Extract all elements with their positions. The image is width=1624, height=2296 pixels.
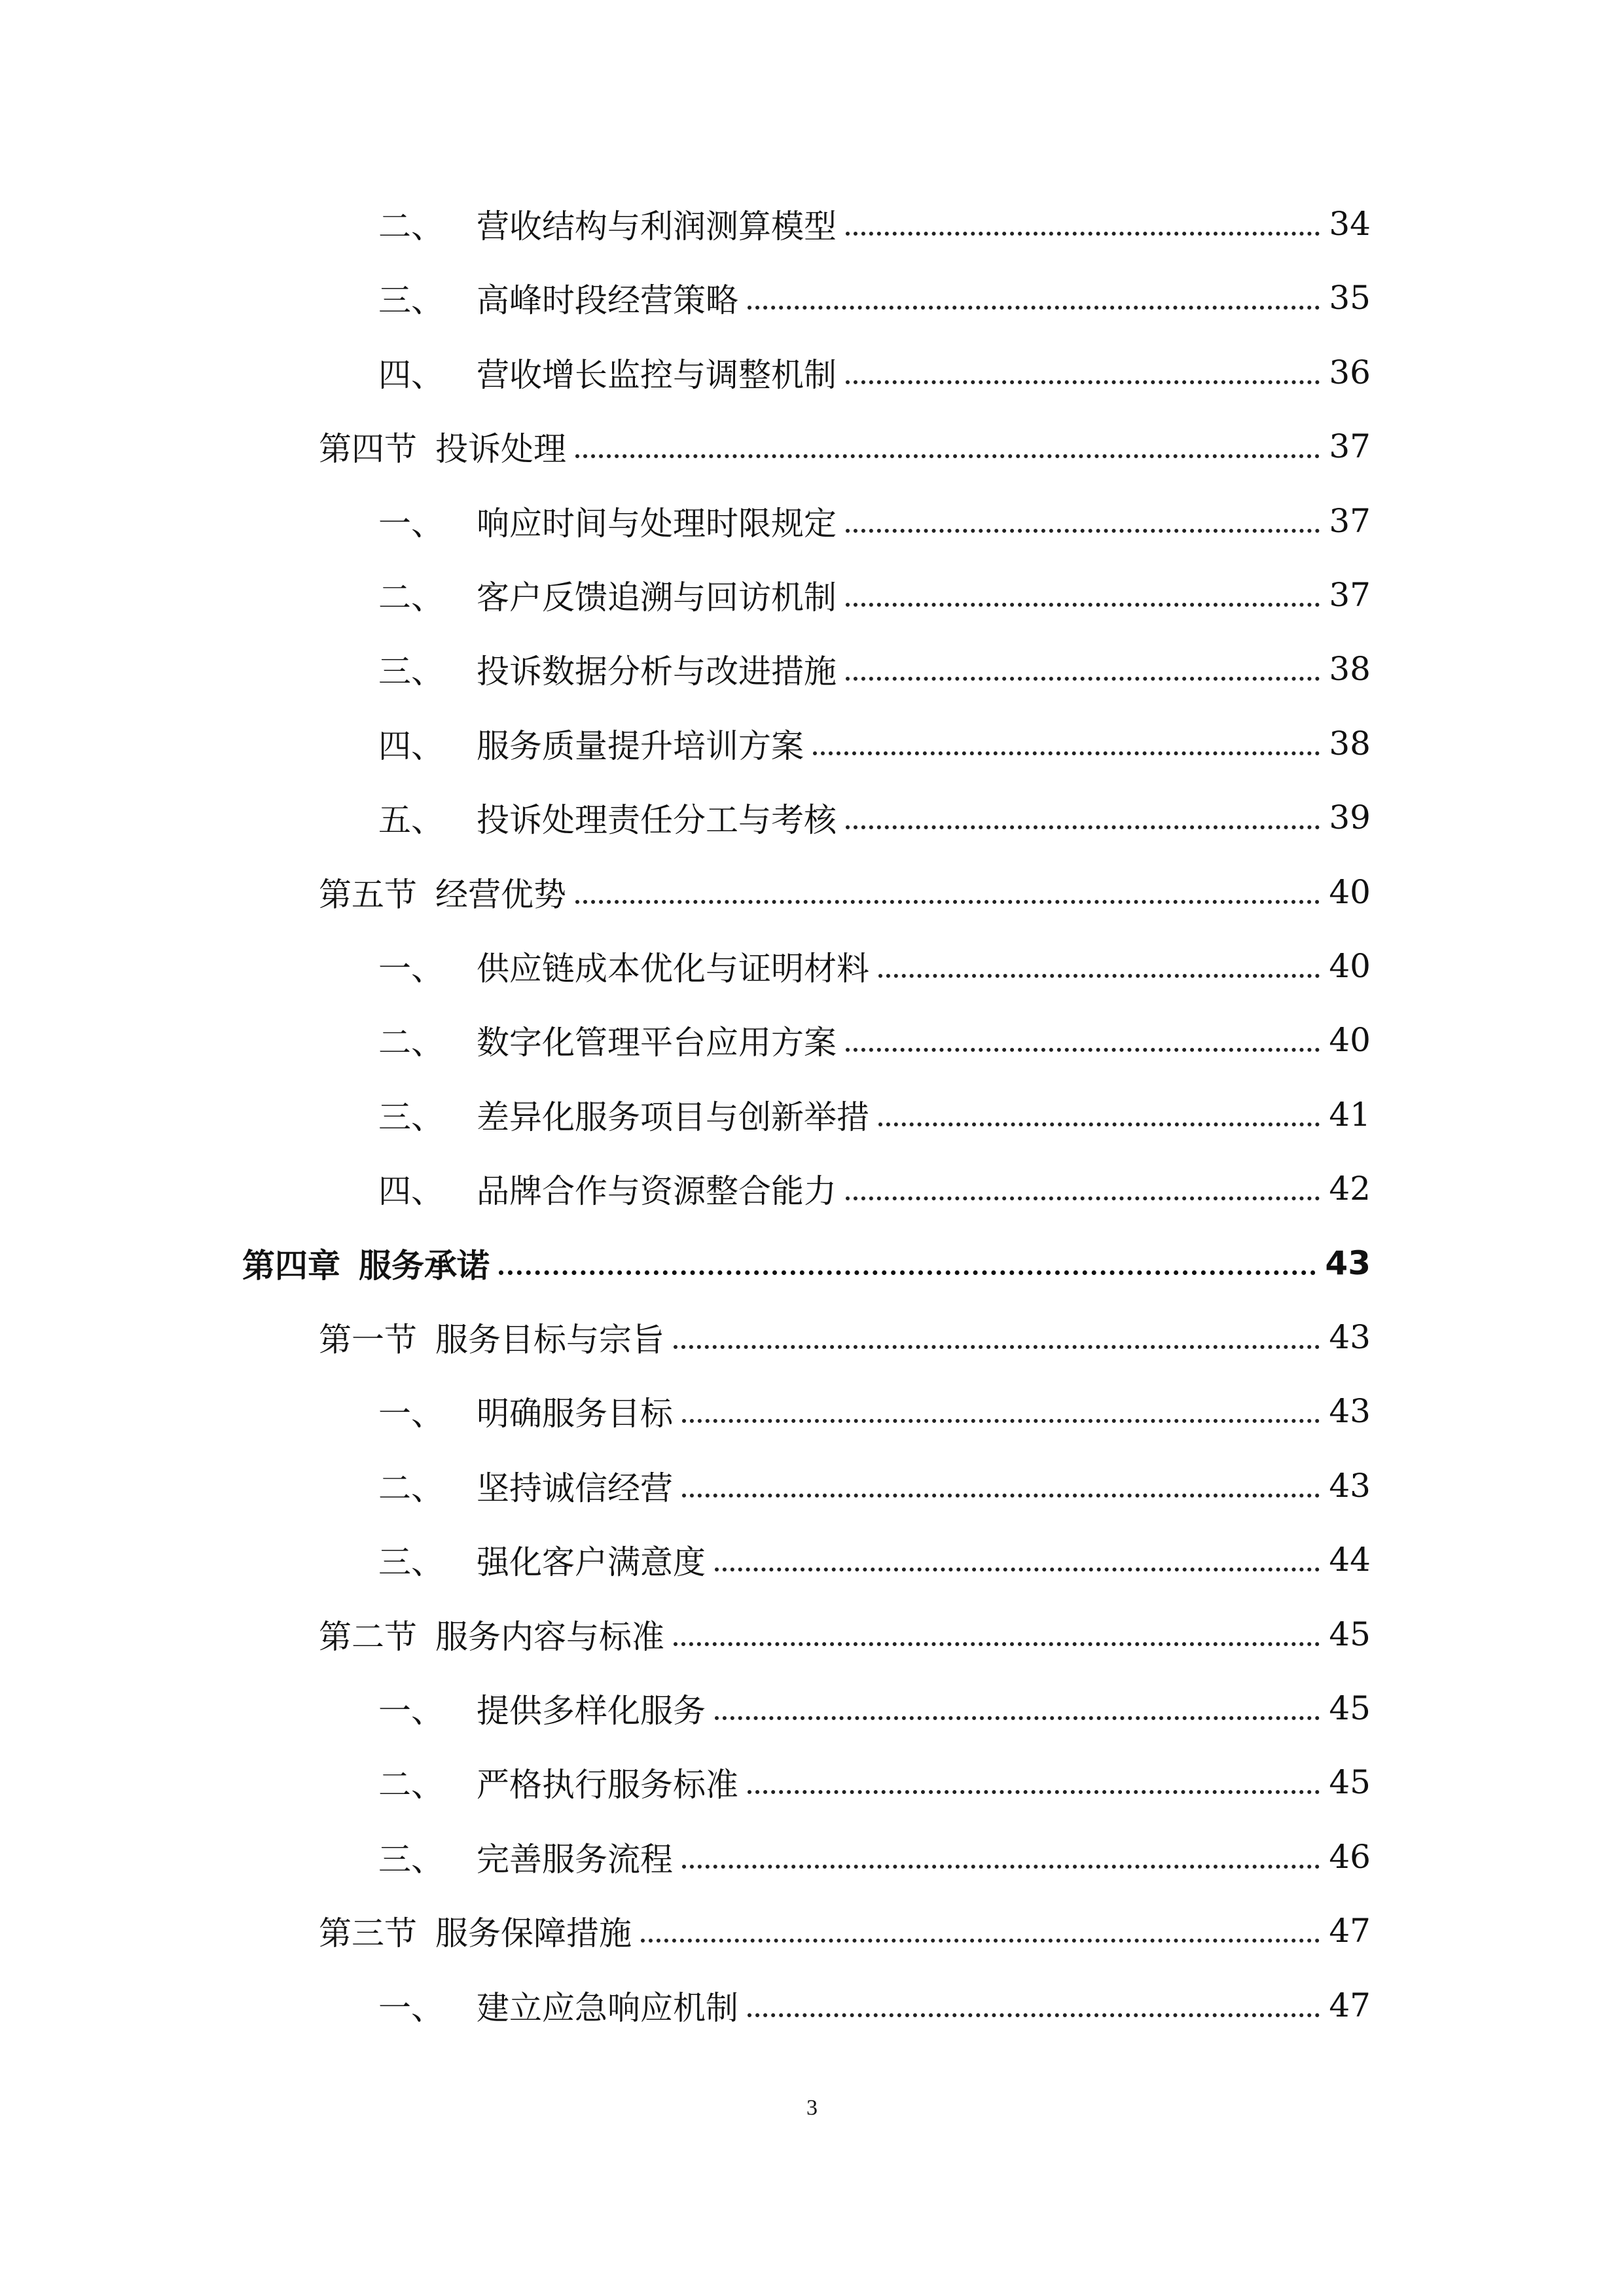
toc-entry-title: 强化客户满意度 [477,1543,706,1582]
toc-entry-title: 经营优势 [435,875,566,914]
toc-entry-page-number: 38 [1329,724,1371,762]
toc-entry-number: 三、 [378,653,444,691]
toc-entry-title: 营收结构与利润测算模型 [477,207,837,245]
toc-entry-title: 投诉数据分析与改进措施 [477,653,837,691]
toc-entry-number: 第四章 [242,1246,340,1285]
dot-leader [682,1386,1320,1423]
toc-entry-page-number: 42 [1329,1170,1371,1208]
toc-entry-title: 投诉处理 [435,430,566,469]
toc-entry-page-number: 37 [1329,501,1371,540]
toc-entry-page-number: 43 [1325,1244,1371,1282]
toc-entry[interactable] [378,1756,1371,1808]
toc-entry[interactable] [319,1905,1371,1957]
toc-entry-title: 数字化管理平台应用方案 [477,1024,837,1062]
toc-entry-title: 坚持诚信经营 [477,1469,673,1507]
toc-entry-page-number: 34 [1329,205,1371,243]
toc-entry-title: 响应时间与处理时限规定 [477,504,837,543]
dot-leader [575,422,1320,458]
toc-entry-number: 一、 [378,504,444,543]
dot-leader [846,793,1320,829]
toc-entry-page-number: 40 [1329,872,1371,911]
toc-entry-page-number: 43 [1329,1318,1371,1356]
toc-entry-number: 三、 [378,1840,444,1878]
toc-entry[interactable] [378,346,1371,399]
toc-entry[interactable] [378,569,1371,621]
toc-entry-number: 一、 [378,1395,444,1433]
dot-leader [846,644,1320,681]
dot-leader [878,1090,1320,1126]
toc-entry-page-number: 47 [1329,1912,1371,1950]
toc-entry-number: 第一节 [319,1321,417,1359]
dot-leader [878,941,1320,978]
toc-entry-page-number: 47 [1329,1986,1371,2024]
toc-entry[interactable] [319,866,1371,918]
dot-leader [846,199,1320,236]
toc-entry-title: 营收增长监控与调整机制 [477,355,837,394]
toc-entry-page-number: 41 [1329,1095,1371,1134]
toc-entry-page-number: 43 [1329,1466,1371,1505]
toc-entry-page-number: 44 [1329,1541,1371,1579]
toc-entry[interactable] [378,1014,1371,1066]
toc-entry[interactable] [378,1088,1371,1141]
toc-entry-number: 四、 [378,1172,444,1211]
toc-entry-page-number: 45 [1329,1763,1371,1802]
toc-entry-page-number: 37 [1329,427,1371,466]
toc-entry-number: 第三节 [319,1914,417,1953]
toc-entry-page-number: 38 [1329,650,1371,689]
dot-leader [674,1609,1320,1646]
toc-entry-number: 二、 [378,207,444,245]
toc-entry-number: 二、 [378,579,444,617]
toc-entry-page-number: 37 [1329,576,1371,614]
dot-leader [682,1461,1320,1498]
toc-entry-page-number: 45 [1329,1615,1371,1653]
dot-leader [499,1238,1316,1275]
toc-entry-title: 完善服务流程 [477,1840,673,1878]
dot-leader [813,719,1320,755]
toc-entry-number: 二、 [378,1766,444,1804]
toc-entry-page-number: 45 [1329,1689,1371,1727]
dot-leader [748,1757,1320,1794]
toc-entry-number: 一、 [378,1692,444,1730]
toc-entry-number: 第四节 [319,430,417,469]
toc-entry-page-number: 40 [1329,1021,1371,1060]
toc-entry-number: 一、 [378,950,444,988]
toc-entry-page-number: 35 [1329,279,1371,317]
toc-entry-number: 三、 [378,281,444,320]
toc-entry[interactable] [378,1460,1371,1512]
toc-entry[interactable] [378,198,1371,250]
toc-entry-title: 建立应急响应机制 [477,1988,738,2027]
toc-entry-title: 高峰时段经营策略 [477,281,738,320]
toc-entry-page-number: 43 [1329,1392,1371,1431]
toc-entry[interactable] [378,791,1371,844]
toc-entry[interactable] [378,272,1371,324]
toc-entry-page-number: 46 [1329,1837,1371,1876]
dot-leader [846,570,1320,607]
dot-leader [715,1683,1320,1720]
toc-entry[interactable] [319,1311,1371,1363]
dot-leader [846,1164,1320,1200]
toc-entry[interactable] [378,1682,1371,1734]
toc-entry[interactable] [378,1831,1371,1883]
toc-entry[interactable] [378,1979,1371,2032]
dot-leader [674,1312,1320,1349]
dot-leader [682,1832,1320,1869]
toc-entry-title: 提供多样化服务 [477,1692,706,1730]
toc-entry-title: 严格执行服务标准 [477,1766,738,1804]
toc-entry[interactable] [378,643,1371,695]
toc-entry[interactable] [319,420,1371,473]
toc-entry[interactable] [319,1608,1371,1660]
toc-entry-page-number: 40 [1329,947,1371,985]
dot-leader [846,496,1320,533]
dot-leader [846,1015,1320,1052]
dot-leader [575,867,1320,904]
toc-entry-title: 服务保障措施 [435,1914,632,1953]
dot-leader [748,273,1320,310]
toc-entry-number: 第二节 [319,1617,417,1656]
toc-entry[interactable] [378,1534,1371,1586]
toc-entry[interactable] [242,1237,1371,1289]
toc-entry-number: 四、 [378,355,444,394]
toc-entry-number: 三、 [378,1098,444,1136]
toc-entry-title: 服务质量提升培训方案 [477,726,804,765]
toc-entry[interactable] [378,940,1371,992]
dot-leader [715,1535,1320,1571]
toc-entry[interactable] [378,1162,1371,1215]
dot-leader [748,1981,1320,2017]
page-number: 3 [806,2096,818,2120]
toc-entry-number: 第五节 [319,875,417,914]
toc-entry-title: 品牌合作与资源整合能力 [477,1172,837,1211]
toc-entry-number: 五、 [378,801,444,840]
toc-entry-title: 差异化服务项目与创新举措 [477,1098,869,1136]
toc-entry-title: 投诉处理责任分工与考核 [477,801,837,840]
toc-entry-title: 服务目标与宗旨 [435,1321,664,1359]
toc-entry-title: 服务承诺 [359,1246,490,1285]
toc-entry-title: 明确服务目标 [477,1395,673,1433]
toc-entry-page-number: 36 [1329,353,1371,391]
toc-entry[interactable] [378,1385,1371,1437]
dot-leader [846,348,1320,384]
toc-entry[interactable] [378,717,1371,770]
toc-entry-number: 二、 [378,1024,444,1062]
toc-entry-page-number: 39 [1329,798,1371,837]
toc-entry-title: 服务内容与标准 [435,1617,664,1656]
toc-entry-title: 客户反馈追溯与回访机制 [477,579,837,617]
dot-leader [641,1906,1320,1943]
toc-entry[interactable] [378,495,1371,547]
toc-entry-number: 一、 [378,1988,444,2027]
toc-entry-number: 二、 [378,1469,444,1507]
toc-entry-title: 供应链成本优化与证明材料 [477,950,869,988]
toc-entry-number: 四、 [378,726,444,765]
toc-entry-number: 三、 [378,1543,444,1582]
